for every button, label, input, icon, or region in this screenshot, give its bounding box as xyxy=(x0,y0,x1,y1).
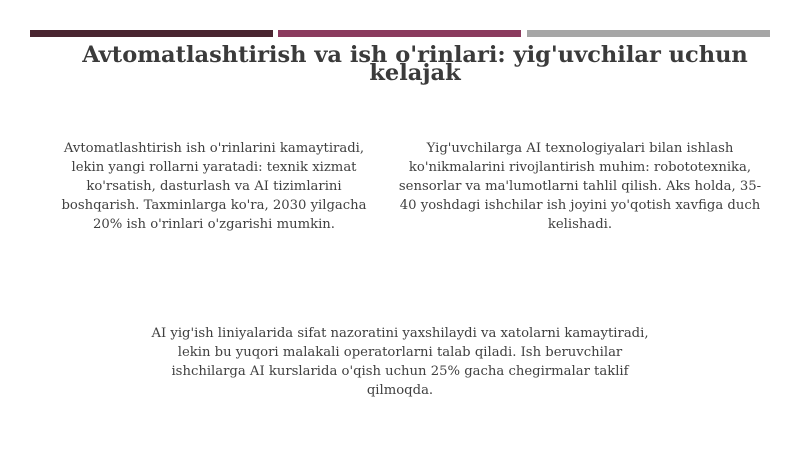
bottom-paragraph: AI yig'ish liniyalarida sifat nazoratini yaxshilaydi va xatolarni kamaytiradi, lekin bu yuqori malakali operatorlarni talab qiladi. Ish beruvchilar ishchilarga AI kurslarida o'qish uchun 25% gacha chegirmalar taklif qilmoqda. xyxy=(151,326,649,398)
decorative-bar-gray xyxy=(527,30,770,37)
left-paragraph: Avtomatlashtirish ish o'rinlarini kamaytiradi, lekin yangi rollarni yaratadi: texnik xizmat ko'rsatish, dasturlash va AI tizimlarini boshqarish. Taxminlarga ko'ra, 2030 yilgacha 20% ish o'rinlari o'zgarishi mumkin. xyxy=(61,141,367,232)
decorative-bar-dark xyxy=(30,30,273,37)
decorative-bar-plum xyxy=(278,30,521,37)
right-paragraph: Yig'uvchilarga AI texnologiyalari bilan ishlash ko'nikmalarini rivojlantirish muhim: robototexnika, sensorlar va ma'lumotlarni tahlil qilish. Aks holda, 35-40 yoshdagi ishchilar ish joyini yo'qotish xavfiga duch kelishadi. xyxy=(398,141,762,232)
decorative-bars xyxy=(30,30,770,37)
slide-title: Avtomatlashtirish va ish o'rinlari: yig'uvchilar uchun kelajak xyxy=(82,42,748,86)
